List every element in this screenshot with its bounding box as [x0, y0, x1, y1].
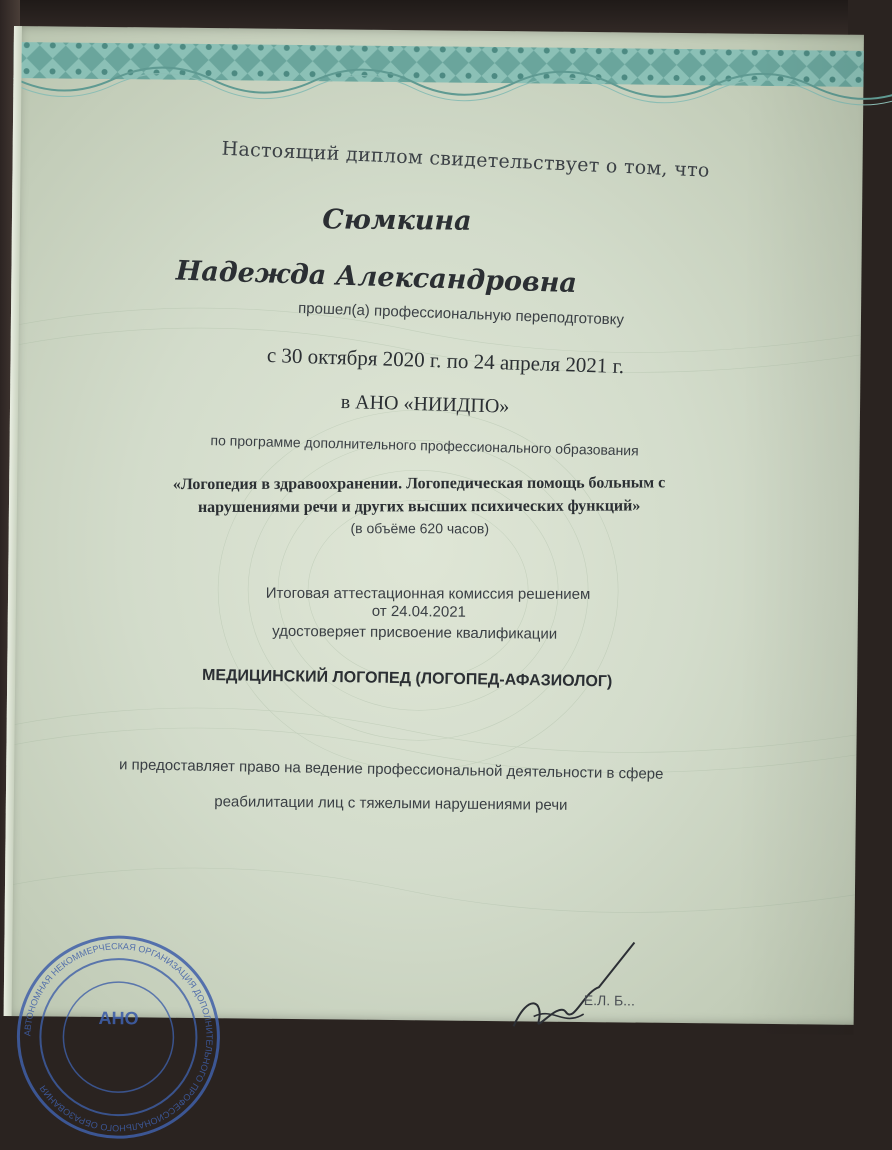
- program-title: [0, 471, 844, 520]
- holder-surname: Сюмкина: [322, 204, 472, 237]
- organization-name: в АНО «НИИДПО»: [340, 390, 510, 418]
- stamp-center-text: АНО: [98, 1007, 139, 1029]
- decorative-border-band: [13, 32, 864, 115]
- rights-statement-line-2: реабилитации лиц с тяжелыми нарушениями речи: [214, 793, 568, 814]
- program-title-line-1: «Логопедия в здравоохранении. Логопедическая помощь больным с: [172, 474, 666, 494]
- organization-stamp: [12, 931, 224, 1143]
- program-volume: (в объёме 620 часов): [350, 520, 490, 537]
- decision-date: от 24.04.2021: [371, 602, 467, 621]
- completed-statement: прошел(а) профессиональную переподготовку: [297, 299, 625, 329]
- certifies-statement: удостоверяет присвоение квалификации: [272, 622, 558, 643]
- diploma-page: [4, 26, 864, 1134]
- svg-text:АВТОНОМНАЯ НЕКОММЕРЧЕСКАЯ ОРГА: [21, 940, 215, 1134]
- program-intro: по программе дополнительного профессионального образования: [210, 432, 639, 459]
- commission-statement: Итоговая аттестационная комиссия решением: [265, 584, 591, 603]
- stamp-ring-text: АВТОНОМНАЯ НЕКОММЕРЧЕСКАЯ ОРГАНИЗАЦИЯ ДОПОЛНИТЕЛЬНОГО ПРОФЕССИОНАЛЬНОГО ОБРАЗОВАНИЯ: [22, 941, 215, 1134]
- training-period: с 30 октября 2020 г. по 24 апреля 2021 г.: [266, 342, 625, 379]
- program-title-line-2: нарушениями речи и других высших психических функций»: [197, 497, 641, 517]
- qualification-title: МЕДИЦИНСКИЙ ЛОГОПЕД (ЛОГОПЕД-АФАЗИОЛОГ): [201, 666, 613, 691]
- holder-given-names: Надежда Александровна: [175, 255, 578, 300]
- rights-statement-line-1: и предоставляет право на ведение профессиональной деятельности в сфере: [118, 756, 664, 783]
- diploma-intro: Настоящий диплом свидетельствует о том, что: [221, 137, 711, 182]
- signer-name: Е.Л. Б...: [583, 992, 635, 1009]
- signature: [504, 931, 665, 1033]
